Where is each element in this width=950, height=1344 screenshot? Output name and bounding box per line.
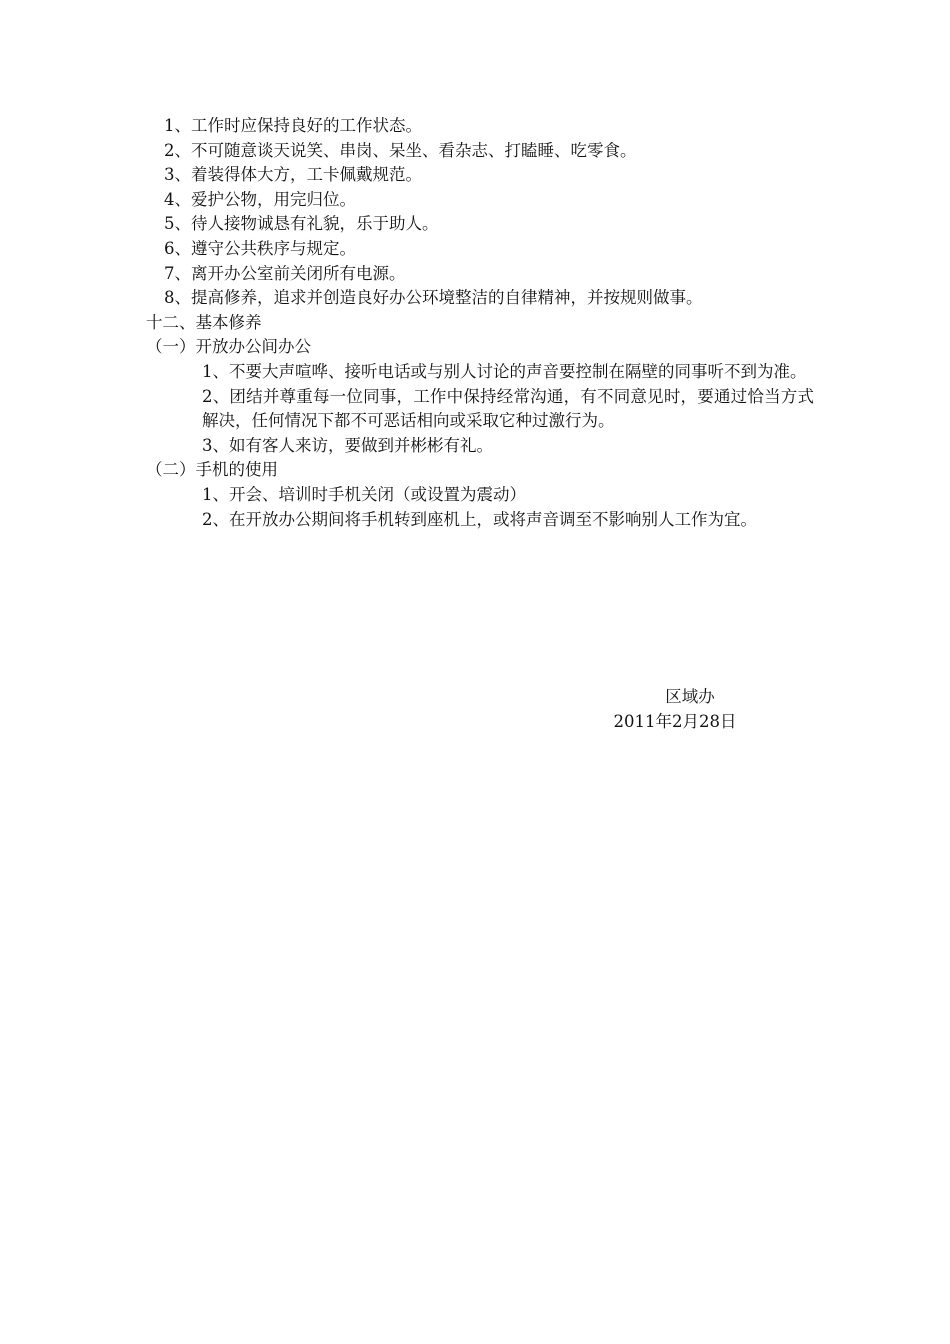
subsection-title: （二）手机的使用: [146, 460, 278, 480]
list-item: 3、如有客人来访，要做到并彬彬有礼。: [202, 435, 493, 455]
section-heading: 十二、基本修养: [146, 312, 262, 332]
signature-block: [560, 684, 790, 734]
list-item: 1、开会、培训时手机关闭（或设置为震动）: [202, 484, 526, 504]
list-item: 1、工作时应保持良好的工作状态。: [164, 116, 422, 135]
list-item: 2、在开放办公期间将手机转到座机上，或将声音调至不影响别人工作为宜。: [202, 509, 757, 529]
list-item: 3、着装得体大方，工卡佩戴规范。: [164, 165, 422, 185]
list-item: 5、待人接物诚恳有礼貌，乐于助人。: [164, 214, 439, 234]
list-item: 8、提高修养，追求并创造良好办公环境整洁的自律精神，并按规则做事。: [164, 288, 703, 308]
list-item: 1、不要大声喧哗、接听电话或与别人讨论的声音要控制在隔壁的同事听不到为准。: [202, 361, 807, 381]
subsection-title: （一）开放办公间办公: [146, 337, 311, 357]
list-item: 4、爱护公物，用完归位。: [164, 189, 356, 209]
document-body: [146, 114, 816, 532]
list-item: 7、离开办公室前关闭所有电源。: [164, 263, 406, 283]
list-item: 2、团结并尊重每一位同事，工作中保持经常沟通，有不同意见时，要通过恰当方式解决，任何情况下都不可恶话相向或采取它种过激行为。: [202, 386, 814, 431]
signature-date: 2011年2月28日: [613, 712, 737, 731]
signature-org: 区域办: [665, 687, 715, 706]
list-item: 2、不可随意谈天说笑、串岗、呆坐、看杂志、打瞌睡、吃零食。: [164, 140, 637, 160]
list-item: 6、遵守公共秩序与规定。: [164, 238, 356, 258]
